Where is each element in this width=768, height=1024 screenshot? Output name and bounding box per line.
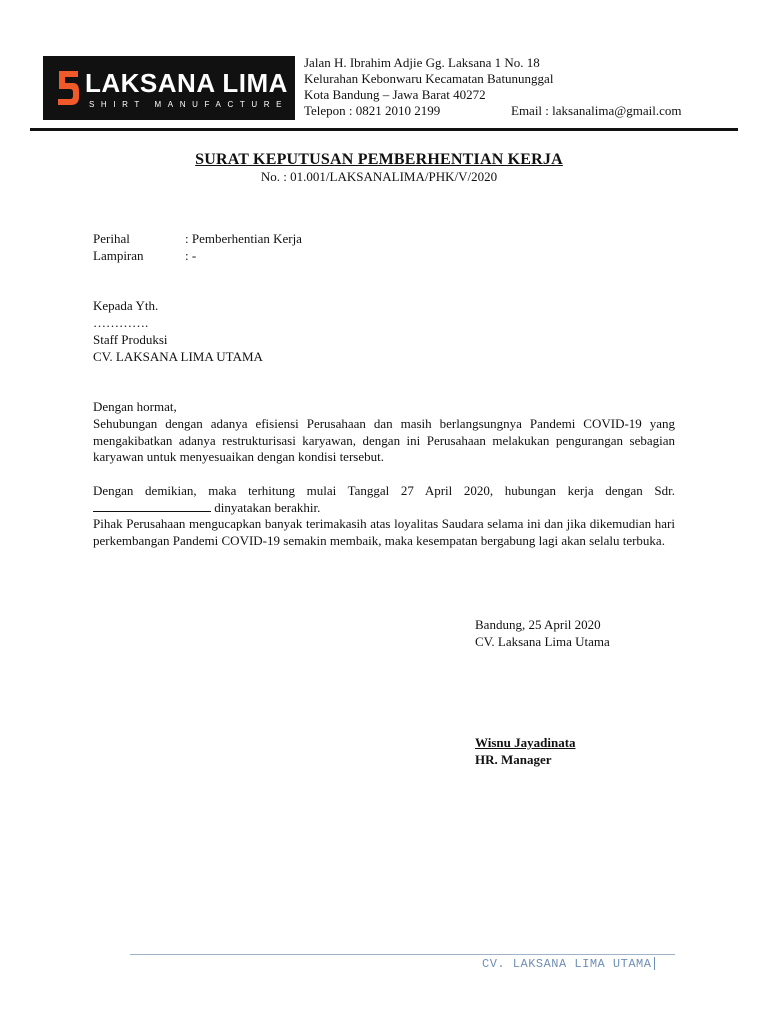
attachment-label: Lampiran [93, 248, 144, 263]
body-paragraph-1: Sehubungan dengan adanya efisiensi Perusahaan dan masih berlangsungnya Pandemi COVID-19 yang mengakibatkan adanya restrukturisasi karyawan, dengan ini Perusahaan melakukan pengurangan sebagian karyawan untuk menyesuaikan dengan kondisi tersebut. [93, 416, 675, 464]
logo-tagline: SHIRT MANUFACTURE [89, 100, 289, 109]
letter-title: SURAT KEPUTUSAN PEMBERHENTIAN KERJA [195, 151, 563, 168]
contact-line [304, 103, 724, 119]
subject-value: : Pemberhentian Kerja [185, 231, 302, 246]
letter-number: No. : 01.001/LAKSANALIMA/PHK/V/2020 [260, 169, 498, 184]
recipient-intro: Kepada Yth. [93, 298, 159, 313]
email-address: Email : laksanalima@gmail.com [511, 103, 682, 118]
signatory-name: Wisnu Jayadinata [475, 735, 576, 750]
body-paragraph-2 [93, 483, 675, 516]
signature-place-date: Bandung, 25 April 2020 [475, 617, 601, 632]
signatory-position: HR. Manager [475, 752, 552, 767]
subject-row [93, 231, 302, 248]
recipient-name: …………. [93, 315, 149, 330]
recipient-company: CV. LAKSANA LIMA UTAMA [93, 349, 263, 364]
footer-bar [654, 957, 655, 970]
attachment-value: : - [185, 248, 197, 263]
recipient-position: Staff Produksi [93, 332, 168, 347]
logo-five-mark [57, 71, 79, 105]
logo-company-name: LAKSANA LIMA [85, 68, 288, 98]
address-line-2: Kelurahan Kebonwaru Kecamatan Batununggal [304, 71, 554, 86]
letterhead-address [304, 55, 724, 119]
paragraph-2-ending: dinyatakan berakhir. [214, 499, 321, 515]
name-blank-line [93, 500, 211, 512]
body-paragraph-3: Pihak Perusahaan mengucapkan banyak terimakasih atas loyalitas Saudara selama ini dan jika dikemudian hari perkembangan Pandemi COVID-19 semakin membaik, maka kesempatan bergabung lagi akan selalu terbuka. [93, 516, 675, 548]
greeting: Dengan hormat, [93, 399, 177, 414]
company-logo [43, 56, 295, 120]
footer [482, 957, 655, 971]
phone-number: Telepon : 0821 2010 2199 [304, 103, 441, 118]
letterhead-divider [30, 128, 738, 131]
signature-company: CV. Laksana Lima Utama [475, 634, 610, 649]
subject-label: Perihal [93, 231, 130, 246]
address-line-1: Jalan H. Ibrahim Adjie Gg. Laksana 1 No. 18 [304, 55, 540, 70]
footer-company: CV. LAKSANA LIMA UTAMA [482, 957, 652, 971]
attachment-row [93, 248, 196, 265]
address-line-3: Kota Bandung – Jawa Barat 40272 [304, 87, 486, 102]
footer-divider [130, 954, 675, 955]
paragraph-2-text: Dengan demikian, maka terhitung mulai Tanggal 27 April 2020, hubungan kerja dengan Sdr. [93, 483, 675, 498]
